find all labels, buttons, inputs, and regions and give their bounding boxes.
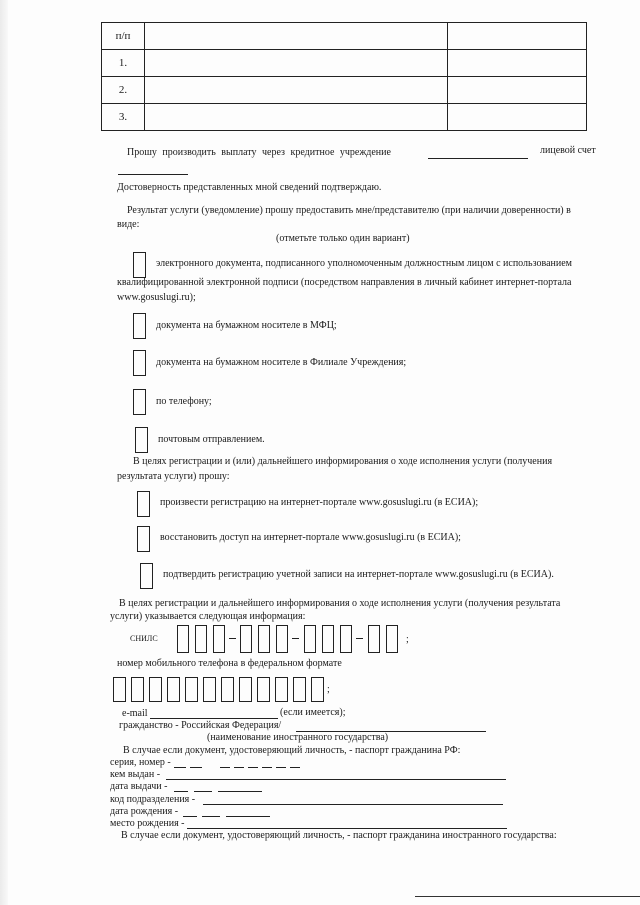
phone-digit[interactable] bbox=[221, 677, 234, 702]
snils-semicolon: ; bbox=[406, 634, 409, 645]
checkbox-phone[interactable] bbox=[133, 389, 146, 415]
registration-text-2: результата услуги) прошу: bbox=[117, 471, 230, 482]
birth-place-label: место рождения - bbox=[110, 818, 185, 829]
email-field[interactable] bbox=[150, 718, 278, 719]
issued-by-field[interactable] bbox=[166, 779, 506, 780]
series-field[interactable] bbox=[174, 767, 186, 768]
payment-text: Прошу производить выплату через кредитное учреждение bbox=[127, 147, 391, 158]
option-confirm: подтвердить регистрацию учетной записи на интернет-портале www.gosuslugi.ru (в ЕСИА). bbox=[163, 569, 554, 580]
issue-date-field[interactable] bbox=[218, 791, 262, 792]
issue-date-field[interactable] bbox=[194, 791, 212, 792]
table-cell[interactable] bbox=[145, 77, 448, 104]
table-row bbox=[102, 104, 587, 131]
info-text: В целях регистрации и дальнейшего информирования о ходе исполнения услуги (получения результата bbox=[119, 598, 561, 609]
email-label: e-mail bbox=[122, 708, 148, 719]
phone-digit[interactable] bbox=[131, 677, 144, 702]
snils-digit[interactable] bbox=[368, 625, 380, 653]
bank-field[interactable] bbox=[428, 158, 528, 159]
option-mfc: документа на бумажном носителе в МФЦ; bbox=[156, 320, 337, 331]
snils-digit[interactable] bbox=[240, 625, 252, 653]
number-field[interactable] bbox=[262, 767, 272, 768]
row-number: 3. bbox=[102, 104, 145, 131]
phone-label: номер мобильного телефона в федеральном формате bbox=[117, 658, 342, 669]
phone-semicolon: ; bbox=[327, 684, 330, 695]
phone-digit[interactable] bbox=[167, 677, 180, 702]
table-cell[interactable] bbox=[145, 50, 448, 77]
table-cell[interactable] bbox=[448, 50, 587, 77]
row-number: 2. bbox=[102, 77, 145, 104]
option-electronic-3: www.gosuslugi.ru); bbox=[117, 292, 196, 303]
snils-digit[interactable] bbox=[258, 625, 270, 653]
table-cell[interactable] bbox=[145, 23, 448, 50]
citizenship-label: гражданство - Российская Федерация/ bbox=[119, 720, 282, 731]
number-field[interactable] bbox=[234, 767, 244, 768]
snils-digit[interactable] bbox=[276, 625, 288, 653]
items-table bbox=[101, 22, 587, 131]
phone-digit[interactable] bbox=[275, 677, 288, 702]
snils-digit[interactable] bbox=[304, 625, 316, 653]
series-field[interactable] bbox=[190, 767, 202, 768]
snils-dash bbox=[229, 638, 236, 639]
snils-digit[interactable] bbox=[340, 625, 352, 653]
phone-digit[interactable] bbox=[113, 677, 126, 702]
scan-edge bbox=[0, 0, 8, 905]
confirm-text: Достоверность представленных мной сведений подтверждаю. bbox=[117, 182, 382, 193]
snils-digit[interactable] bbox=[213, 625, 225, 653]
birth-place-field[interactable] bbox=[187, 828, 507, 829]
registration-text: В целях регистрации и (или) дальнейшего информирования о ходе исполнения услуги (получения bbox=[133, 456, 553, 467]
birth-date-field[interactable] bbox=[226, 816, 270, 817]
email-note: (если имеется); bbox=[280, 707, 346, 718]
phone-digit[interactable] bbox=[293, 677, 306, 702]
result-text-2: виде: bbox=[117, 219, 140, 230]
snils-dash bbox=[292, 638, 299, 639]
option-branch: документа на бумажном носителе в Филиале Учреждения; bbox=[156, 357, 407, 368]
checkbox-mfc[interactable] bbox=[133, 313, 146, 339]
passport-foreign-title: В случае если документ, удостоверяющий личность, - паспорт гражданина иностранного государства: bbox=[121, 830, 557, 841]
option-electronic: электронного документа, подписанного уполномоченным должностным лицом с использованием bbox=[156, 258, 572, 269]
snils-digit[interactable] bbox=[386, 625, 398, 653]
result-hint: (отметьте только один вариант) bbox=[276, 233, 410, 244]
table-header-cell: п/п bbox=[102, 23, 145, 50]
table-cell[interactable] bbox=[448, 104, 587, 131]
checkbox-confirm[interactable] bbox=[140, 563, 153, 589]
snils-digit[interactable] bbox=[322, 625, 334, 653]
issue-date-label: дата выдачи - bbox=[110, 781, 168, 792]
bottom-rule bbox=[415, 896, 640, 897]
checkbox-restore[interactable] bbox=[137, 526, 150, 552]
phone-digit[interactable] bbox=[311, 677, 324, 702]
table-row bbox=[102, 23, 587, 50]
checkbox-branch[interactable] bbox=[133, 350, 146, 376]
phone-digit[interactable] bbox=[257, 677, 270, 702]
checkbox-post[interactable] bbox=[135, 427, 148, 453]
phone-digit[interactable] bbox=[239, 677, 252, 702]
issued-by-label: кем выдан - bbox=[110, 769, 161, 780]
foreign-state-hint: (наименование иностранного государства) bbox=[207, 732, 389, 743]
number-field[interactable] bbox=[220, 767, 230, 768]
table-row bbox=[102, 50, 587, 77]
snils-label: СНИЛС bbox=[130, 634, 158, 643]
table-cell[interactable] bbox=[448, 77, 587, 104]
checkbox-electronic[interactable] bbox=[133, 252, 146, 278]
dept-code-label: код подразделения - bbox=[110, 794, 196, 805]
snils-digit[interactable] bbox=[177, 625, 189, 653]
result-text: Результат услуги (уведомление) прошу предоставить мне/представителю (при наличии доверенности) в bbox=[127, 205, 571, 216]
passport-rf-title: В случае если документ, удостоверяющий личность, - паспорт гражданина РФ: bbox=[123, 745, 461, 756]
table-row bbox=[102, 77, 587, 104]
option-restore: восстановить доступ на интернет-портале www.gosuslugi.ru (в ЕСИА); bbox=[160, 532, 461, 543]
account-label: лицевой счет bbox=[540, 145, 596, 156]
snils-dash bbox=[356, 638, 363, 639]
number-field[interactable] bbox=[290, 767, 300, 768]
table-cell[interactable] bbox=[448, 23, 587, 50]
snils-digit[interactable] bbox=[195, 625, 207, 653]
table-cell[interactable] bbox=[145, 104, 448, 131]
number-field[interactable] bbox=[248, 767, 258, 768]
row-number: 1. bbox=[102, 50, 145, 77]
issue-date-field[interactable] bbox=[174, 791, 188, 792]
phone-digit[interactable] bbox=[203, 677, 216, 702]
phone-digit[interactable] bbox=[149, 677, 162, 702]
option-phone: по телефону; bbox=[156, 396, 212, 407]
number-field[interactable] bbox=[276, 767, 286, 768]
info-text-2: услуги) указывается следующая информация: bbox=[110, 611, 306, 622]
phone-digit[interactable] bbox=[185, 677, 198, 702]
checkbox-register[interactable] bbox=[137, 491, 150, 517]
account-field[interactable] bbox=[118, 174, 188, 175]
dept-code-field[interactable] bbox=[203, 804, 503, 805]
series-label: серия, номер - bbox=[110, 757, 171, 768]
birth-date-field[interactable] bbox=[202, 816, 220, 817]
birth-date-field[interactable] bbox=[183, 816, 197, 817]
option-electronic-2: квалифицированной электронной подписи (посредством направления в личный кабинет интернет-портала bbox=[117, 277, 572, 288]
option-register: произвести регистрацию на интернет-портале www.gosuslugi.ru (в ЕСИА); bbox=[160, 497, 479, 508]
option-post: почтовым отправлением. bbox=[158, 434, 265, 445]
birth-date-label: дата рождения - bbox=[110, 806, 179, 817]
